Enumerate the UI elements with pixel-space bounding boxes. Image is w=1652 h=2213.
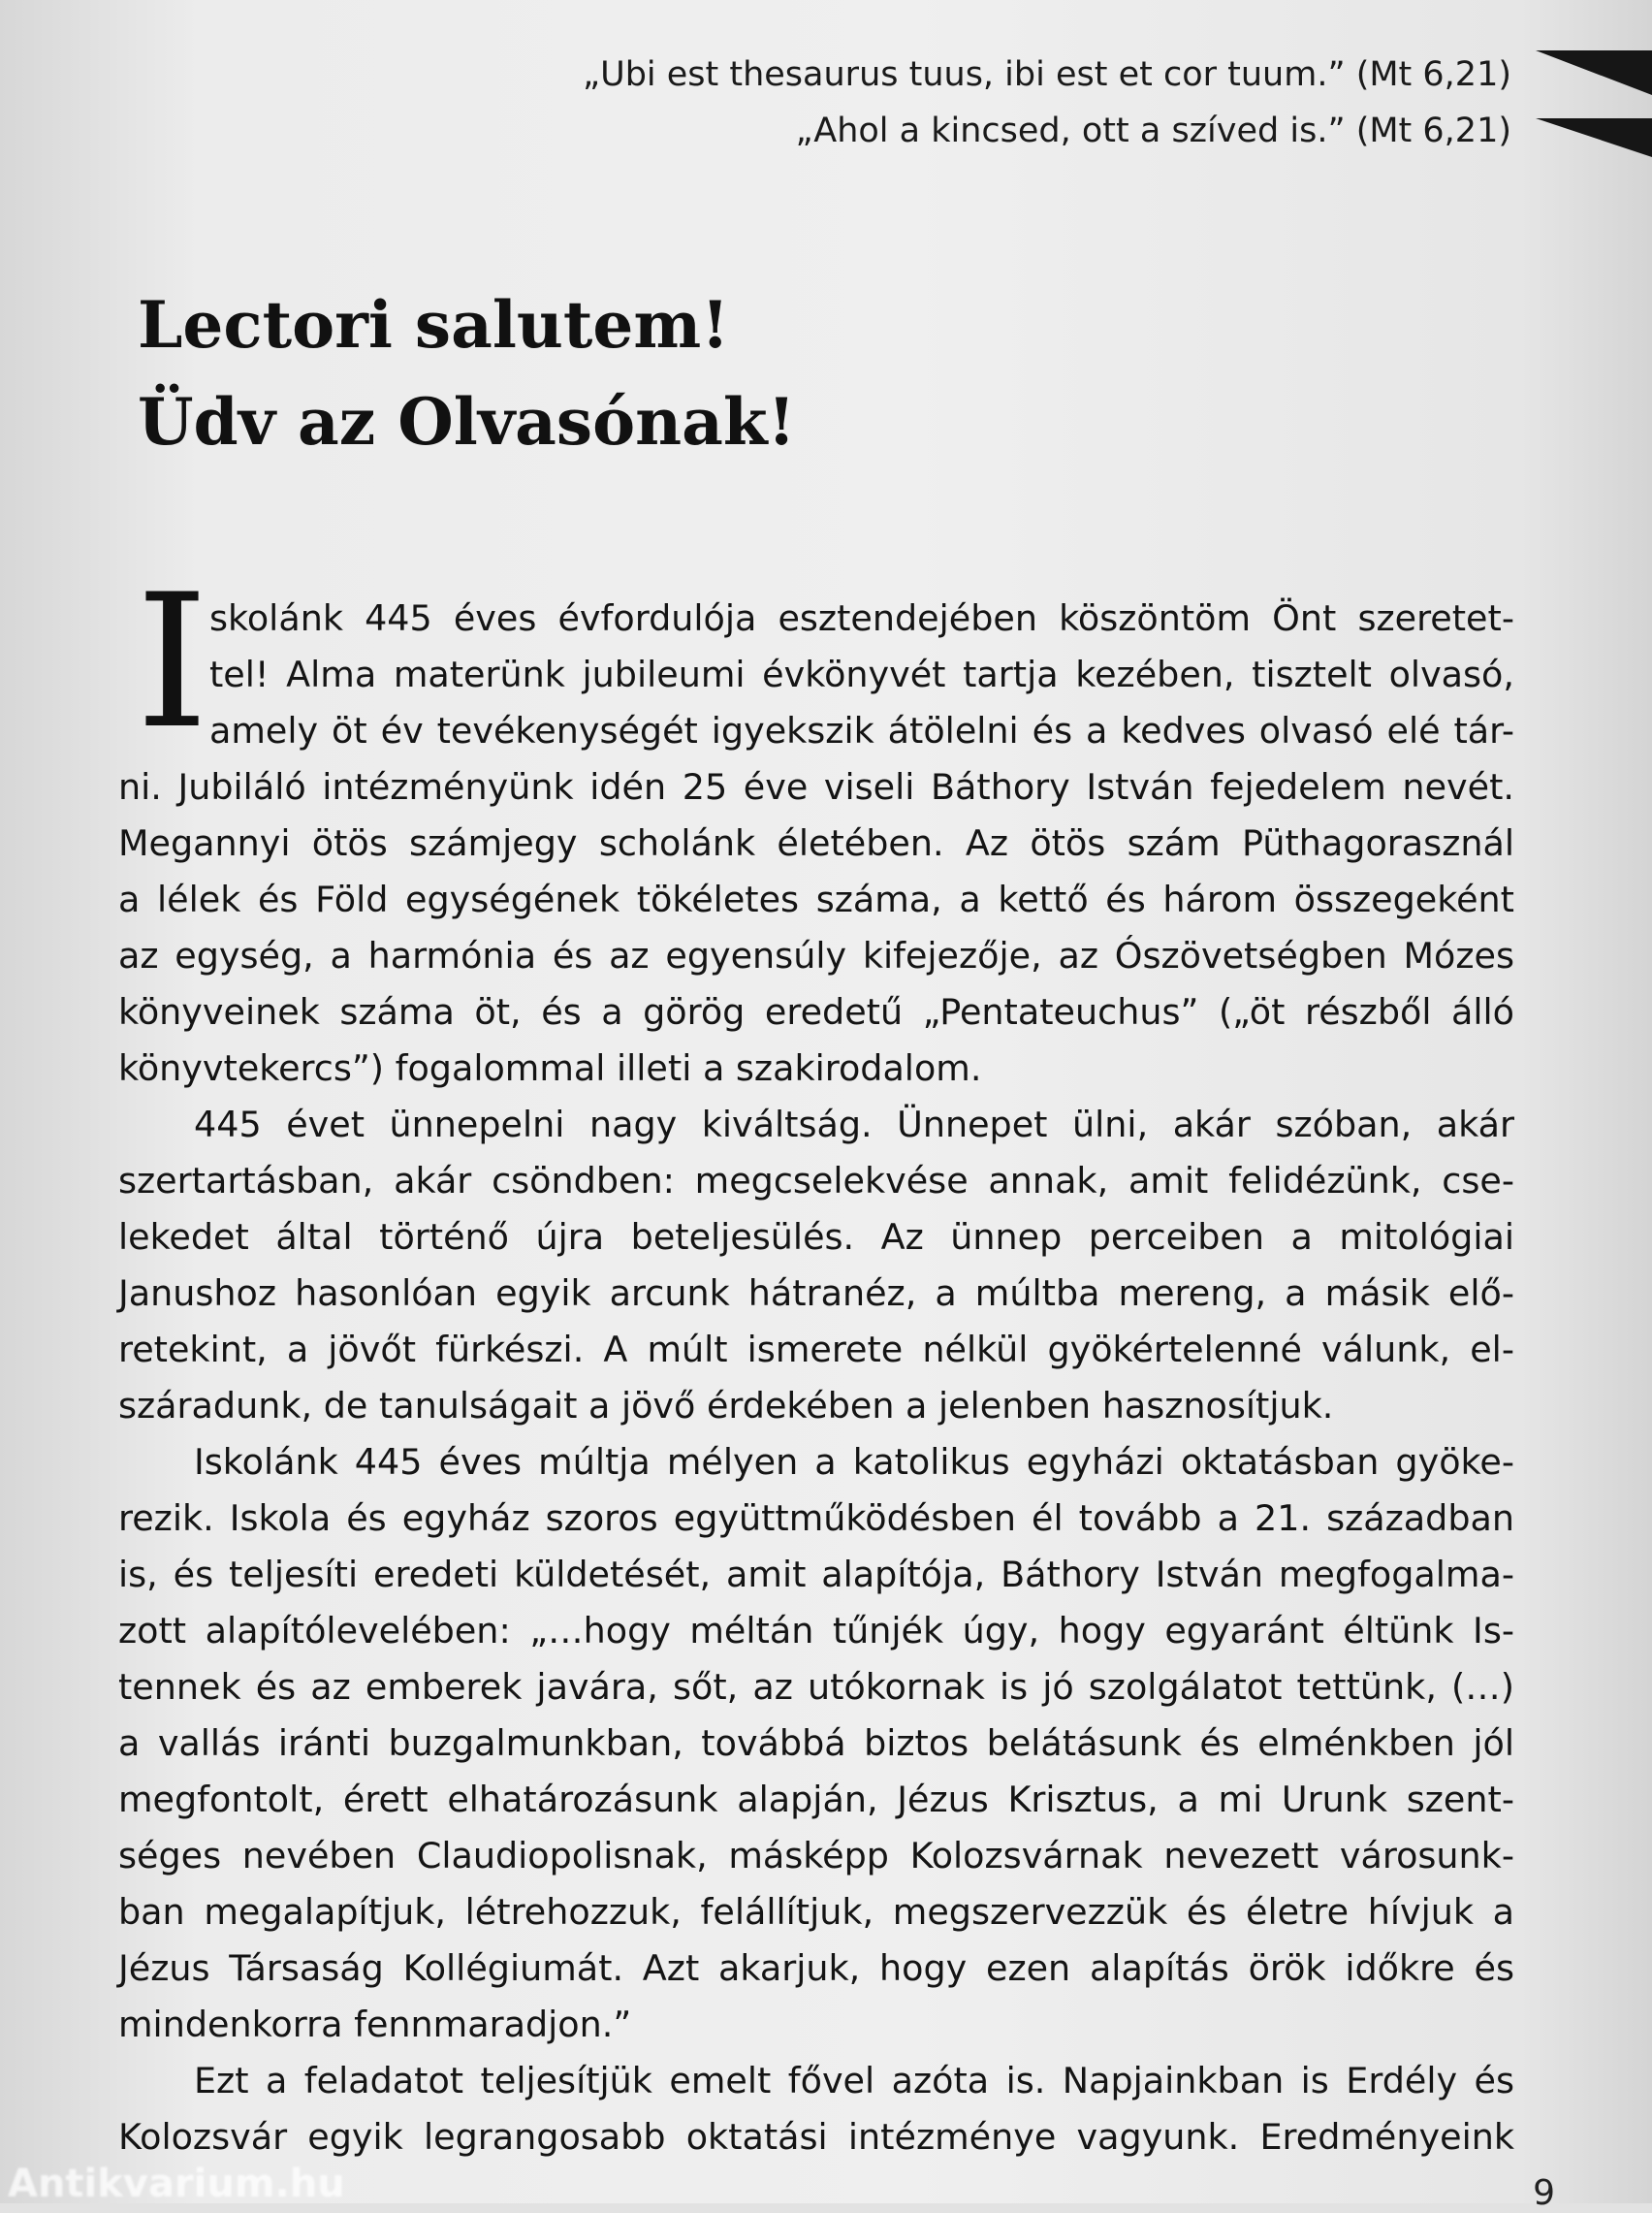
text-line: tel! Alma materünk jubileumi évkönyvét tartja kezében, tisztelt olvasó, (209, 654, 1514, 695)
page-edge-ribbon-bottom (1536, 118, 1652, 157)
text-line: ban megalapítjuk, létrehozzuk, felállítjuk, megszervezzük és életre hívjuk a (118, 1891, 1514, 1933)
text-line: ni. Jubiláló intézményünk idén 25 éve viseli Báthory István fejedelem nevét. (118, 766, 1514, 808)
text-line: a vallás iránti buzgalmunkban, továbbá biztos belátásunk és elménkben jól (118, 1722, 1514, 1764)
page-title (138, 276, 796, 470)
text-line: mindenkorra fennmaradjon.” (118, 2004, 632, 2045)
text-line: az egység, a harmónia és az egyensúly kifejezője, az Ószövetségben Mózes (118, 935, 1514, 977)
text-line: lekedet által történő újra beteljesülés. Az ünnep perceiben a mitológiai (118, 1216, 1514, 1258)
text-line: tennek és az emberek javára, sőt, az utókornak is jó szolgálatot tettünk, (…) (118, 1666, 1514, 1708)
epigraph (583, 47, 1511, 159)
text-line: a lélek és Föld egységének tökéletes száma, a kettő és három összegeként (118, 879, 1514, 920)
text-line: Megannyi ötös számjegy scholánk életében. Az ötös szám Püthagorasznál (118, 822, 1514, 864)
page-edge-ribbon-top (1536, 50, 1652, 95)
text-line: megfontolt, érett elhatározásunk alapján, Jézus Krisztus, a mi Urunk szent- (118, 1779, 1514, 1820)
text-line: Janushoz hasonlóan egyik arcunk hátranéz, a múltba mereng, a másik elő- (118, 1272, 1514, 1314)
epigraph-hungarian: „Ahol a kincsed, ott a szíved is.” (Mt 6,21) (795, 112, 1511, 150)
text-line: séges nevében Claudiopolisnak, másképp Kolozsvárnak nevezett városunk- (118, 1835, 1514, 1876)
text-line: retekint, a jövőt fürkészi. A múlt ismerete nélkül gyökértelenné válunk, el- (118, 1329, 1514, 1370)
text-line: Kolozsvár egyik legrangosabb oktatási intézménye vagyunk. Eredményeink (118, 2116, 1514, 2158)
title-line-2: Üdv az Olvasónak! (138, 384, 796, 460)
text-line: is, és teljesíti eredeti küldetését, amit alapítója, Báthory István megfogalma- (118, 1554, 1514, 1595)
text-line: zott alapítólevelében: „…hogy méltán tűnjék úgy, hogy egyaránt éltünk Is- (118, 1610, 1514, 1652)
text-line: 445 évet ünnepelni nagy kiváltság. Ünnepet ülni, akár szóban, akár (194, 1104, 1514, 1145)
text-line: rezik. Iskola és egyház szoros együttműködésben él tovább a 21. században (118, 1497, 1514, 1539)
text-line: Iskolánk 445 éves múltja mélyen a katolikus egyházi oktatásban gyöke- (194, 1441, 1514, 1483)
drop-cap: I (136, 555, 209, 769)
text-line: könyveinek száma öt, és a görög eredetű „Pentateuchus” („öt részből álló (118, 991, 1514, 1033)
epigraph-latin: „Ubi est thesaurus tuus, ibi est et cor tuum.” (Mt 6,21) (582, 55, 1511, 94)
text-line: Jézus Társaság Kollégiumát. Azt akarjuk, hogy ezen alapítás örök időkre és (118, 1947, 1514, 1989)
text-line: amely öt év tevékenységét igyekszik átölelni és a kedves olvasó elé tár- (209, 710, 1514, 752)
title-line-1: Lectori salutem! (138, 287, 730, 363)
text-line: skolánk 445 éves évfordulója esztendejében köszöntöm Önt szeretet- (209, 597, 1514, 639)
page-number: 9 (1533, 2173, 1555, 2213)
text-line: könyvtekercs”) fogalommal illeti a szakirodalom. (118, 1047, 982, 1089)
text-line: száradunk, de tanulságait a jövő érdekében a jelenben hasznosítjuk. (118, 1385, 1334, 1427)
text-line: szertartásban, akár csöndben: megcselekvése annak, amit felidézünk, cse- (118, 1160, 1514, 1202)
watermark: Antikvarium.hu (8, 2162, 345, 2206)
body-text (118, 591, 1514, 2165)
text-line: Ezt a feladatot teljesítjük emelt fővel azóta is. Napjainkban is Erdély és (194, 2060, 1514, 2101)
